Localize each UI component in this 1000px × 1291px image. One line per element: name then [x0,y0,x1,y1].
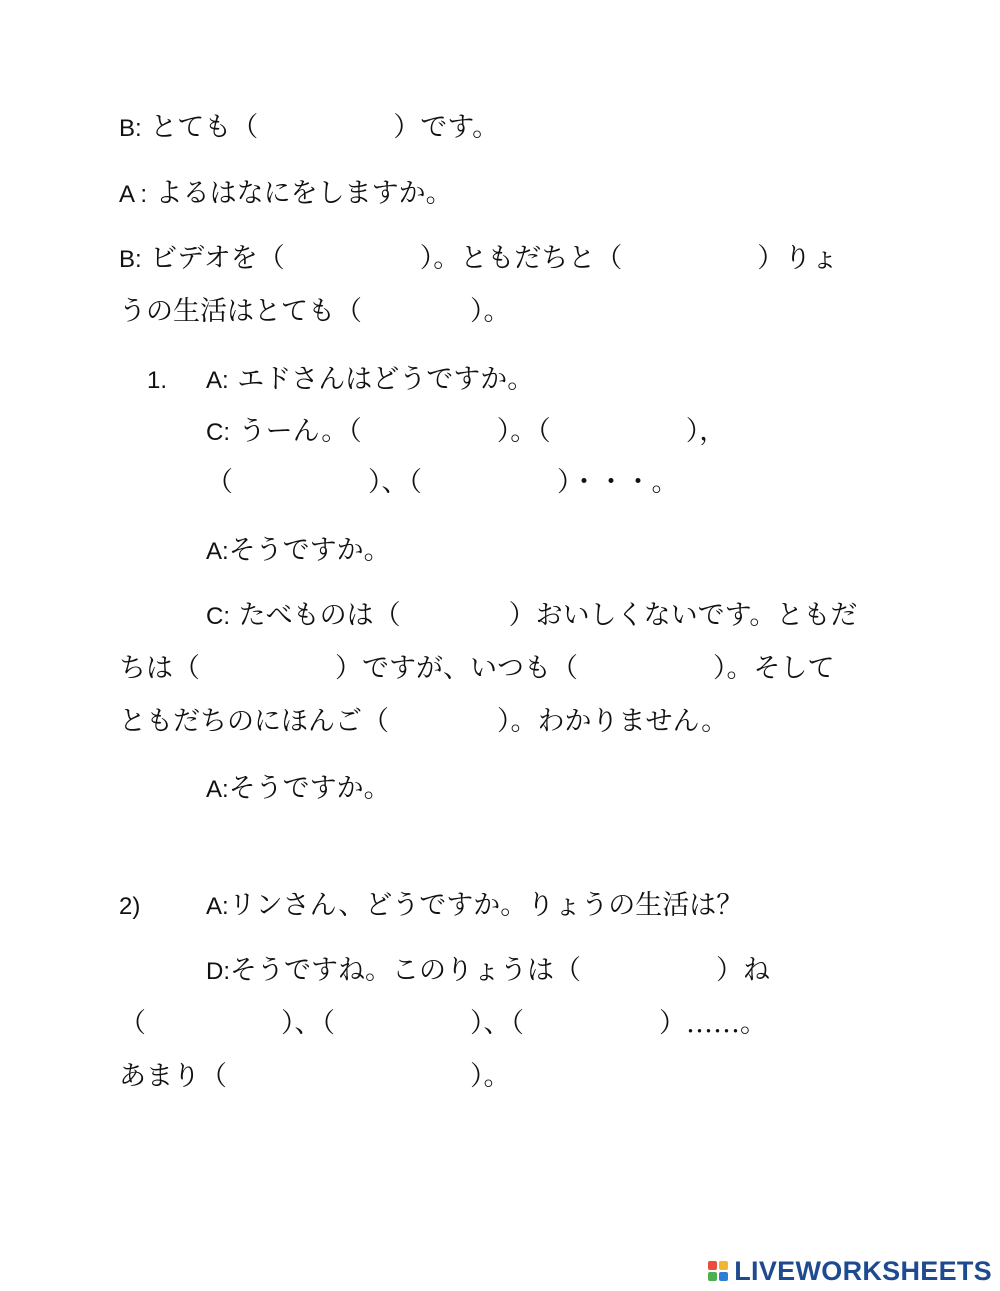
dialogue-line [119,1063,511,1090]
dialogue-line [119,1010,767,1037]
dialogue-line [206,775,391,802]
line-text: ちは（ ）ですが、いつも（ ）。そして [119,653,835,684]
line-text: そうですね。このりょうは（ ）ね [230,955,770,986]
dialogue-line [206,418,726,445]
dialogue-line [119,892,743,919]
dialogue-line [119,655,835,682]
dialogue-line [119,708,728,735]
line-text: リンさん、どうですか。りょうの生活は？ [228,890,744,921]
brand-mark-icon [708,1261,728,1281]
dialogue-line [119,114,499,141]
line-text: ビデオを（ ）。ともだちと（ ）りょ [141,243,839,274]
speaker-label: A: [206,538,229,565]
item-number: 2) [119,893,141,920]
line-text: うーん。（ ）。（ ）， [230,416,727,447]
line-text: そうですか。 [228,535,391,566]
line-text: たべものは（ ）おいしくないです。ともだ [230,600,858,631]
speaker-label: A: [206,776,229,803]
speaker-label: A: [206,893,229,920]
dialogue-line [119,245,838,272]
speaker-label: C: [206,419,230,446]
speaker-label: A : [119,181,148,208]
dialogue-line [206,957,770,984]
dialogue-line [206,469,679,496]
dialogue-line [119,298,511,325]
speaker-label: C: [206,603,230,630]
speaker-label: B: [119,115,142,142]
line-text: ともだちのにほんご（ ）。わかりません。 [119,706,729,737]
speaker-label: A: [206,367,229,394]
dialogue-line [119,180,453,207]
line-text: あまり（ ）。 [119,1061,511,1092]
line-text: （ ）、（ ）、（ ）……。 [119,1008,767,1039]
line-text: うの生活はとても（ ）。 [119,296,511,327]
speaker-label: B: [119,246,142,273]
line-text: そうですか。 [228,773,391,804]
line-text: よるはなにをしますか。 [147,178,453,209]
dialogue-line [206,537,391,564]
dialogue-line [206,602,857,629]
brand-name: LIVEWORKSHEETS [734,1255,992,1286]
speaker-label: D: [206,958,230,985]
line-text: エドさんはどうですか。 [228,364,535,395]
dialogue-line [147,366,534,393]
line-text: とても（ ）です。 [141,112,500,143]
liveworksheets-logo [708,1256,992,1286]
item-number: 1. [147,367,168,394]
line-text: （ ）、（ ）・・・。 [206,467,679,498]
